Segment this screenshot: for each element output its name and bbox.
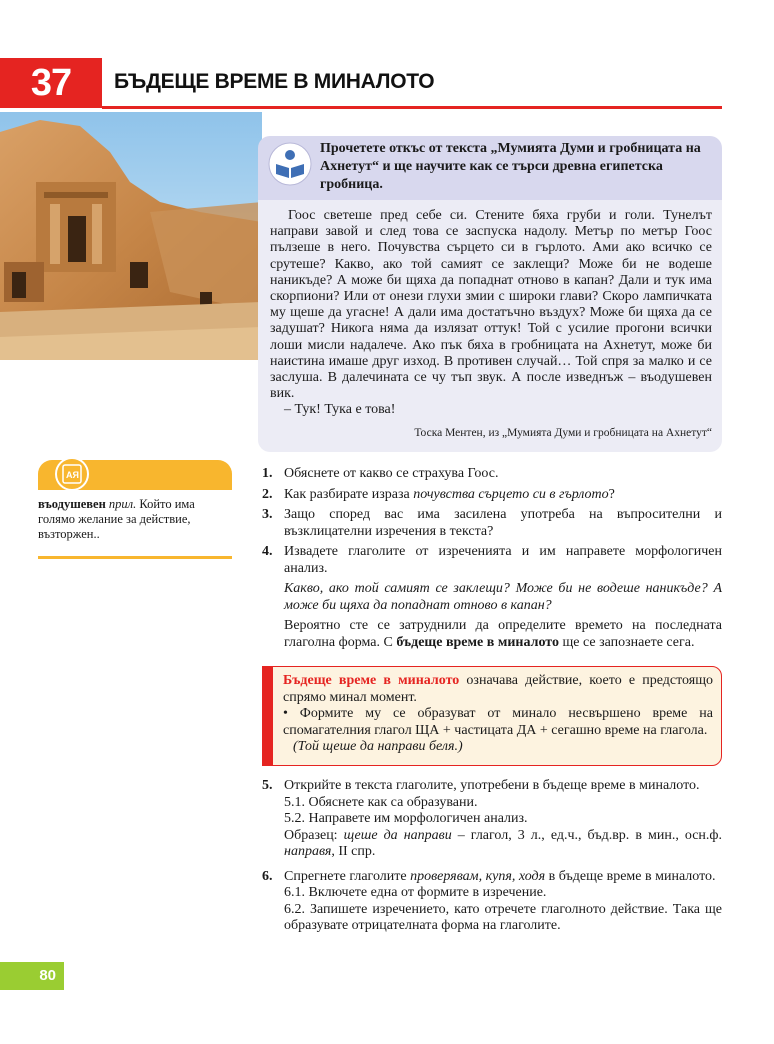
subtask-6-1: 6.1. Включете една от формите в изречение. bbox=[284, 885, 547, 900]
task-list-2 bbox=[258, 778, 722, 939]
sample-analysis bbox=[284, 828, 722, 861]
rule-text bbox=[283, 673, 713, 756]
sample-verb: щеше да направи bbox=[343, 827, 452, 843]
task-number: 5. bbox=[262, 778, 273, 793]
task-number: 3. bbox=[262, 507, 273, 522]
rule-definition: означава действие, което е предстоящо спрямо минал момент. bbox=[283, 673, 713, 705]
task-text-end: в бъдеще време в миналото. bbox=[545, 868, 716, 884]
task-6 bbox=[258, 869, 722, 935]
task-note-bold: бъдеще време в миналото bbox=[396, 634, 559, 650]
task-note: Вероятно сте се затруднили да определите времето на последната глаголна форма. С bbox=[284, 618, 722, 650]
task-text: Открийте в текста глаголите, употребени в бъдеще време в миналото. bbox=[284, 778, 700, 793]
glossary-divider bbox=[38, 556, 232, 559]
intro-box bbox=[258, 136, 722, 202]
task-1 bbox=[258, 466, 722, 483]
sample-rest: – глагол, 3 л., ед.ч., бъд.вр. в мин., осн.ф. bbox=[451, 827, 722, 843]
task-text: Как разбирате израза bbox=[284, 486, 414, 502]
rule-term: Бъдеще време в миналото bbox=[283, 673, 460, 688]
task-text: Обяснете от какво се страхува Гоос. bbox=[284, 466, 499, 481]
svg-text:AЯ: AЯ bbox=[66, 470, 79, 480]
task-example: Какво, ако той самият се заклещи? Може би не водеше наникъде? А може би щяха да попаднат отново в капан? bbox=[284, 581, 722, 613]
task-number: 6. bbox=[262, 868, 273, 884]
task-text: Спрегнете глаголите bbox=[284, 868, 411, 884]
dictionary-icon bbox=[52, 456, 92, 492]
story-box bbox=[258, 200, 722, 452]
glossary-header bbox=[38, 460, 232, 490]
task-4 bbox=[258, 544, 722, 651]
task-phrase: почувства сърцето си в гърлото bbox=[413, 486, 609, 502]
sample-label: Образец: bbox=[284, 827, 344, 843]
story-paragraph: Гоос светеше пред себе си. Стените бяха груби и голи. Тунелът направи завой и след това се заспуска надолу. Метър по метър Гоос пълзеше в него. Почувства сърцето си в гърлото. Ами ако всичко се срутеше? Какво, ако той самият се заклещи? Може би не водеше наникъде? А може би щяха да попаднат отново в капан? Дали и тук има скорпиони? Или от онези глухи змии с широки глави? Скоро лампичката му щеше да угасне! А дали има достатъчно въздух? Може би щяха да се задушат? Никога няма да излязат оттук! Той с усилие прогони всички лоши мисли надалече. Ако пък бяха в гробницата на Ахнетут, може би наистина имаше друг изход. В противен случай… Той спря за малко и се заслуша. В далечината се чу тъп звук. А после изведнъж – въодушевен вик. bbox=[270, 208, 712, 402]
task-2 bbox=[258, 487, 722, 504]
lesson-number: 37 bbox=[0, 58, 102, 108]
task-text-end: ? bbox=[608, 486, 615, 502]
glossary-pos: прил. bbox=[108, 497, 137, 511]
task-verbs: проверявам, купя, ходя bbox=[410, 868, 546, 884]
rule-bullet: • Формите му се образуват от минало несвършено време на спомагателния глагол ЩА + частицата ДА + сегашно време на глагола. bbox=[283, 706, 713, 738]
sample-end: , II спр. bbox=[331, 844, 376, 859]
task-5 bbox=[258, 778, 722, 861]
subtask-6-2: 6.2. Запишете изречението, като отречете глаголното действие. Така ще образувате отрицателната форма на глаголите. bbox=[284, 901, 722, 933]
story-text bbox=[270, 208, 712, 419]
glossary-definition: Който има голямо желание за действие, възторжен.. bbox=[38, 497, 195, 541]
open-book-icon bbox=[268, 142, 312, 186]
story-source: Тоска Ментен, из „Мумията Думи и гробницата на Ахнетут“ bbox=[414, 427, 712, 439]
rule-accent-bar bbox=[263, 667, 273, 765]
subtask-5-2: 5.2. Направете им морфологичен анализ. bbox=[284, 811, 528, 826]
page-number: 80 bbox=[0, 962, 64, 990]
title-underline bbox=[102, 106, 722, 109]
rule-example: (Той щеше да направи беля.) bbox=[293, 739, 463, 754]
intro-text: Прочетете откъс от текста „Мумията Думи и гробницата на Ахнетут“ и ще научите как се търси древна египетска гробница. bbox=[320, 141, 701, 192]
task-list-1 bbox=[258, 466, 722, 655]
tomb-photo bbox=[0, 112, 262, 360]
grammar-rule-box bbox=[262, 666, 722, 766]
sample-base-form: направя bbox=[284, 844, 332, 859]
task-text: Извадете глаголите от изреченията и им направете морфологичен анализ. bbox=[284, 544, 722, 576]
task-3 bbox=[258, 507, 722, 540]
lesson-title: БЪДЕЩЕ ВРЕМЕ В МИНАЛОТО bbox=[114, 70, 435, 93]
task-number: 4. bbox=[262, 544, 273, 559]
task-text: Защо според вас има засилена употреба на въпросителни и възклицателни изречения в текста? bbox=[284, 507, 722, 539]
glossary-term: въодушевен bbox=[38, 497, 106, 511]
task-note-end: ще се запознаете сега. bbox=[558, 634, 695, 650]
task-number: 1. bbox=[262, 466, 273, 481]
story-exclamation: – Тук! Тука е това! bbox=[284, 402, 396, 418]
subtask-5-1: 5.1. Обяснете как са образувани. bbox=[284, 794, 478, 810]
task-number: 2. bbox=[262, 486, 273, 502]
glossary-entry bbox=[38, 497, 232, 542]
